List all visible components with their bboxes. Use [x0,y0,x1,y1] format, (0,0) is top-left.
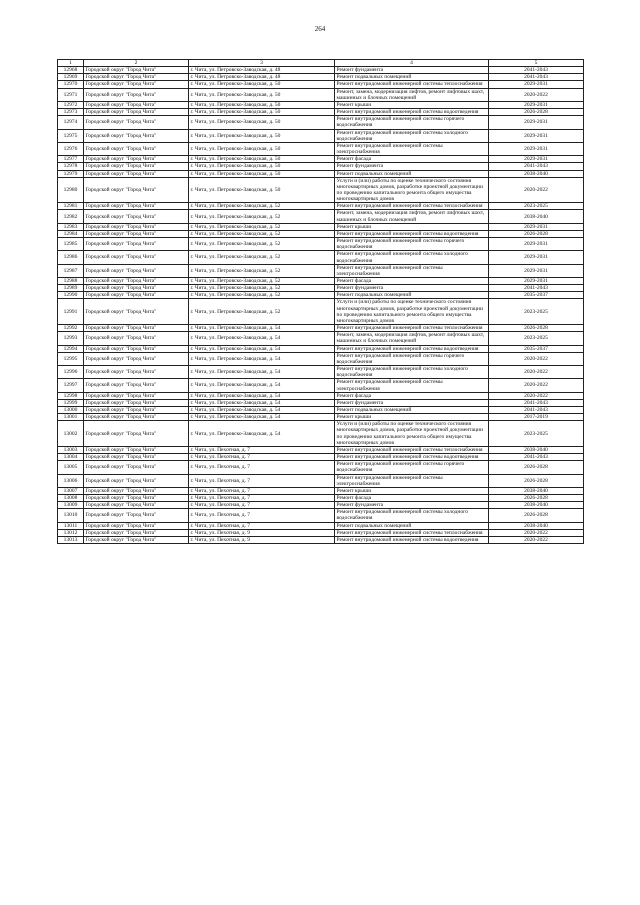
address-cell: г. Чита, ул. Петровско-Заводская, д. 54 [189,399,335,406]
work-type-cell: Ремонт фундамента [335,67,489,74]
municipality-cell: Городской округ "Город Чита" [84,278,189,285]
work-type-cell: Ремонт подвальных помещений [335,522,489,529]
period-cell: 2020-2022 [489,392,584,399]
table-row [58,210,584,223]
row-number-cell: 12992 [58,325,84,332]
table-row [58,414,584,421]
period-cell: 2023-2025 [489,203,584,210]
row-number-cell: 13001 [58,414,84,421]
row-number-cell: 12970 [58,81,84,88]
municipality-cell: Городской округ "Город Чита" [84,352,189,365]
row-number-cell: 13011 [58,522,84,529]
period-cell: 2029-2031 [489,278,584,285]
work-type-cell: Ремонт внутридомовой инженерной системы теплоснабжения [335,203,489,210]
period-cell: 2029-2031 [489,251,584,264]
address-cell: г. Чита, ул. Петровско-Заводская, д. 54 [189,406,335,413]
row-number-cell: 13003 [58,446,84,453]
row-number-cell: 12978 [58,163,84,170]
address-cell: г. Чита, ул. Пехотная, д. 9 [189,529,335,536]
table-row [58,142,584,155]
address-cell: г. Чита, ул. Пехотная, д. 7 [189,487,335,494]
row-number-cell: 13006 [58,474,84,487]
municipality-cell: Городской округ "Город Чита" [84,170,189,177]
table-row [58,421,584,447]
address-cell: г. Чита, ул. Петровско-Заводская, д. 52 [189,278,335,285]
row-number-cell: 12981 [58,203,84,210]
address-cell: г. Чита, ул. Пехотная, д. 7 [189,495,335,502]
table-row [58,67,584,74]
period-cell: 2041-2043 [489,399,584,406]
table-row [58,536,584,543]
municipality-cell: Городской округ "Город Чита" [84,223,189,230]
period-cell: 2017-2019 [489,414,584,421]
work-type-cell: Ремонт внутридомовой инженерной системы холодного водоснабжения [335,509,489,522]
work-type-cell: Ремонт фундамента [335,502,489,509]
period-cell: 2023-2025 [489,421,584,447]
row-number-cell: 13004 [58,454,84,461]
table-row [58,109,584,116]
work-type-cell: Ремонт внутридомовой инженерной системы теплоснабжения [335,81,489,88]
row-number-cell: 12971 [58,88,84,101]
row-number-cell: 13009 [58,502,84,509]
municipality-cell: Городской округ "Город Чита" [84,399,189,406]
address-cell: г. Чита, ул. Петровско-Заводская, д. 54 [189,332,335,345]
row-number-cell: 12988 [58,278,84,285]
address-cell: г. Чита, ул. Петровско-Заводская, д. 54 [189,352,335,365]
table-row [58,461,584,474]
address-cell: г. Чита, ул. Петровско-Заводская, д. 50 [189,81,335,88]
municipality-cell: Городской округ "Город Чита" [84,406,189,413]
period-cell: 2035-2037 [489,292,584,299]
table-row [58,502,584,509]
period-cell: 2026-2028 [489,109,584,116]
work-type-cell: Ремонт внутридомовой инженерной системы электроснабжения [335,142,489,155]
work-type-cell: Ремонт внутридомовой инженерной системы холодного водоснабжения [335,251,489,264]
work-type-cell: Ремонт крыши [335,101,489,108]
period-cell: 2026-2028 [489,509,584,522]
address-cell: г. Чита, ул. Петровско-Заводская, д. 50 [189,109,335,116]
address-cell: г. Чита, ул. Петровско-Заводская, д. 50 [189,129,335,142]
row-number-cell: 13013 [58,536,84,543]
row-number-cell: 12968 [58,67,84,74]
municipality-cell: Городской округ "Город Чита" [84,421,189,447]
row-number-cell: 12975 [58,129,84,142]
address-cell: г. Чита, ул. Пехотная, д. 7 [189,454,335,461]
address-cell: г. Чита, ул. Петровско-Заводская, д. 48 [189,74,335,81]
municipality-cell: Городской округ "Город Чита" [84,414,189,421]
period-cell: 2029-2031 [489,238,584,251]
address-cell: г. Чита, ул. Петровско-Заводская, д. 54 [189,421,335,447]
municipality-cell: Городской округ "Город Чита" [84,502,189,509]
table-header-row [58,60,584,67]
address-cell: г. Чита, ул. Петровско-Заводская, д. 52 [189,203,335,210]
period-cell: 2035-2037 [489,345,584,352]
table-body [58,67,584,544]
row-number-cell: 12997 [58,379,84,392]
table-row [58,406,584,413]
period-cell: 2038-2040 [489,446,584,453]
table-row [58,230,584,237]
row-number-cell: 12985 [58,238,84,251]
address-cell: г. Чита, ул. Петровско-Заводская, д. 52 [189,292,335,299]
row-number-cell: 12973 [58,109,84,116]
table-row [58,495,584,502]
municipality-cell: Городской округ "Город Чита" [84,536,189,543]
table-row [58,292,584,299]
table-row [58,325,584,332]
period-cell: 2029-2031 [489,116,584,129]
period-cell: 2029-2031 [489,142,584,155]
row-number-cell: 12989 [58,285,84,292]
address-cell: г. Чита, ул. Петровско-Заводская, д. 54 [189,345,335,352]
work-type-cell: Ремонт крыши [335,487,489,494]
row-number-cell: 12995 [58,352,84,365]
municipality-cell: Городской округ "Город Чита" [84,116,189,129]
period-cell: 2041-2043 [489,163,584,170]
table-row [58,487,584,494]
municipality-cell: Городской округ "Город Чита" [84,332,189,345]
table-row [58,203,584,210]
address-cell: г. Чита, ул. Петровско-Заводская, д. 52 [189,264,335,277]
work-type-cell: Ремонт фасада [335,156,489,163]
work-type-cell: Ремонт фасада [335,278,489,285]
address-cell: г. Чита, ул. Петровско-Заводская, д. 50 [189,88,335,101]
period-cell: 2038-2040 [489,502,584,509]
work-type-cell: Ремонт фундамента [335,163,489,170]
municipality-cell: Городской округ "Город Чита" [84,379,189,392]
table-row [58,81,584,88]
period-cell: 2038-2040 [489,210,584,223]
work-type-cell: Ремонт внутридомовой инженерной системы теплоснабжения [335,529,489,536]
period-cell: 2029-2031 [489,101,584,108]
municipality-cell: Городской округ "Город Чита" [84,74,189,81]
municipality-cell: Городской округ "Город Чита" [84,203,189,210]
work-type-cell: Ремонт подвальных помещений [335,406,489,413]
capital-repair-table [57,59,584,544]
address-cell: г. Чита, ул. Петровско-Заводская, д. 54 [189,414,335,421]
table-row [58,285,584,292]
address-cell: г. Чита, ул. Петровско-Заводская, д. 52 [189,223,335,230]
work-type-cell: Ремонт внутридомовой инженерной системы водоотведения [335,109,489,116]
period-cell: 2041-2043 [489,454,584,461]
table-row [58,352,584,365]
municipality-cell: Городской округ "Город Чита" [84,251,189,264]
municipality-cell: Городской округ "Город Чита" [84,461,189,474]
municipality-cell: Городской округ "Город Чита" [84,454,189,461]
period-cell: 2038-2040 [489,487,584,494]
municipality-cell: Городской округ "Город Чита" [84,67,189,74]
column-header: 2 [84,60,189,67]
period-cell: 2020-2022 [489,366,584,379]
row-number-cell: 12996 [58,366,84,379]
table-row [58,332,584,345]
row-number-cell: 12993 [58,332,84,345]
work-type-cell: Ремонт внутридомовой инженерной системы электроснабжения [335,264,489,277]
municipality-cell: Городской округ "Город Чита" [84,522,189,529]
table-row [58,163,584,170]
address-cell: г. Чита, ул. Пехотная, д. 7 [189,474,335,487]
table-row [58,366,584,379]
municipality-cell: Городской округ "Город Чита" [84,446,189,453]
period-cell: 2041-2043 [489,67,584,74]
period-cell: 2020-2022 [489,177,584,203]
table-row [58,529,584,536]
work-type-cell: Услуги и (или) работы по оценке технического состояния многоквартирных домов, разработке проектной документации по проведению капитального ремонта общего имущества многоквартирных домов [335,421,489,447]
period-cell: 2029-2031 [489,156,584,163]
municipality-cell: Городской округ "Город Чита" [84,210,189,223]
row-number-cell: 12972 [58,101,84,108]
work-type-cell: Ремонт внутридомовой инженерной системы горячего водоснабжения [335,461,489,474]
municipality-cell: Городской округ "Город Чита" [84,129,189,142]
period-cell: 2026-2028 [489,495,584,502]
row-number-cell: 12977 [58,156,84,163]
municipality-cell: Городской округ "Город Чита" [84,392,189,399]
work-type-cell: Ремонт внутридомовой инженерной системы теплоснабжения [335,446,489,453]
address-cell: г. Чита, ул. Петровско-Заводская, д. 54 [189,379,335,392]
work-type-cell: Ремонт внутридомовой инженерной системы теплоснабжения [335,325,489,332]
work-type-cell: Ремонт фасада [335,392,489,399]
period-cell: 2026-2028 [489,474,584,487]
municipality-cell: Городской округ "Город Чита" [84,230,189,237]
row-number-cell: 13007 [58,487,84,494]
period-cell: 2020-2022 [489,529,584,536]
period-cell: 2038-2040 [489,170,584,177]
period-cell: 2020-2022 [489,379,584,392]
period-cell: 2020-2022 [489,536,584,543]
table-row [58,116,584,129]
table-row [58,454,584,461]
municipality-cell: Городской округ "Город Чита" [84,487,189,494]
table-row [58,238,584,251]
address-cell: г. Чита, ул. Петровско-Заводская, д. 52 [189,251,335,264]
row-number-cell: 12969 [58,74,84,81]
work-type-cell: Ремонт фундамента [335,399,489,406]
work-type-cell: Ремонт внутридомовой инженерной системы водоотведения [335,345,489,352]
address-cell: г. Чита, ул. Петровско-Заводская, д. 50 [189,177,335,203]
work-type-cell: Ремонт подвальных помещений [335,292,489,299]
page-number: 264 [314,25,326,33]
work-type-cell: Ремонт, замена, модернизация лифтов, ремонт лифтовых шахт, машинных и блочных помещений [335,88,489,101]
municipality-cell: Городской округ "Город Чита" [84,142,189,155]
row-number-cell: 12990 [58,292,84,299]
work-type-cell: Ремонт внутридомовой инженерной системы горячего водоснабжения [335,116,489,129]
table-row [58,129,584,142]
municipality-cell: Городской округ "Город Чита" [84,88,189,101]
municipality-cell: Городской округ "Город Чита" [84,109,189,116]
address-cell: г. Чита, ул. Петровско-Заводская, д. 52 [189,210,335,223]
period-cell: 2029-2031 [489,81,584,88]
row-number-cell: 12999 [58,399,84,406]
row-number-cell: 12991 [58,299,84,325]
row-number-cell: 12976 [58,142,84,155]
period-cell: 2029-2031 [489,129,584,142]
address-cell: г. Чита, ул. Пехотная, д. 7 [189,509,335,522]
table-row [58,522,584,529]
address-cell: г. Чита, ул. Петровско-Заводская, д. 50 [189,170,335,177]
work-type-cell: Ремонт крыши [335,414,489,421]
municipality-cell: Городской округ "Город Чита" [84,101,189,108]
column-header: 3 [189,60,335,67]
row-number-cell: 12986 [58,251,84,264]
table-row [58,264,584,277]
row-number-cell: 12979 [58,170,84,177]
table-row [58,177,584,203]
row-number-cell: 13010 [58,509,84,522]
work-type-cell: Ремонт фасада [335,495,489,502]
address-cell: г. Чита, ул. Петровско-Заводская, д. 48 [189,67,335,74]
row-number-cell: 13012 [58,529,84,536]
period-cell: 2026-2028 [489,461,584,474]
table-row [58,101,584,108]
table-row [58,392,584,399]
row-number-cell: 12980 [58,177,84,203]
municipality-cell: Городской округ "Город Чита" [84,81,189,88]
municipality-cell: Городской округ "Город Чита" [84,366,189,379]
municipality-cell: Городской округ "Город Чита" [84,292,189,299]
row-number-cell: 12983 [58,223,84,230]
work-type-cell: Ремонт, замена, модернизация лифтов, ремонт лифтовых шахт, машинных и блочных помещений [335,332,489,345]
work-type-cell: Ремонт крыши [335,223,489,230]
period-cell: 2020-2022 [489,352,584,365]
table-row [58,156,584,163]
row-number-cell: 13005 [58,461,84,474]
work-type-cell: Ремонт внутридомовой инженерной системы электроснабжения [335,379,489,392]
address-cell: г. Чита, ул. Петровско-Заводская, д. 54 [189,392,335,399]
period-cell: 2023-2025 [489,332,584,345]
table-row [58,345,584,352]
table-row [58,509,584,522]
row-number-cell: 13000 [58,406,84,413]
address-cell: г. Чита, ул. Петровско-Заводская, д. 52 [189,238,335,251]
address-cell: г. Чита, ул. Петровско-Заводская, д. 50 [189,142,335,155]
table-row [58,278,584,285]
period-cell: 2041-2043 [489,74,584,81]
work-type-cell: Ремонт внутридомовой инженерной системы горячего водоснабжения [335,352,489,365]
period-cell: 2041-2043 [489,406,584,413]
row-number-cell: 12984 [58,230,84,237]
period-cell: 2029-2031 [489,264,584,277]
period-cell: 2020-2022 [489,88,584,101]
table-row [58,74,584,81]
table-row [58,299,584,325]
row-number-cell: 12982 [58,210,84,223]
address-cell: г. Чита, ул. Петровско-Заводская, д. 52 [189,299,335,325]
address-cell: г. Чита, ул. Петровско-Заводская, д. 50 [189,156,335,163]
table-row [58,223,584,230]
work-type-cell: Ремонт внутридомовой инженерной системы холодного водоснабжения [335,129,489,142]
period-cell: 2041-2043 [489,285,584,292]
row-number-cell: 13008 [58,495,84,502]
work-type-cell: Услуги и (или) работы по оценке технического состояния многоквартирных домов, разработке проектной документации по проведению капитального ремонта общего имущества многоквартирных домов [335,177,489,203]
column-header: 4 [335,60,489,67]
address-cell: г. Чита, ул. Пехотная, д. 7 [189,502,335,509]
table-row [58,446,584,453]
address-cell: г. Чита, ул. Петровско-Заводская, д. 50 [189,101,335,108]
address-cell: г. Чита, ул. Петровско-Заводская, д. 50 [189,163,335,170]
work-type-cell: Ремонт внутридомовой инженерной системы водоотведения [335,536,489,543]
municipality-cell: Городской округ "Город Чита" [84,163,189,170]
work-type-cell: Ремонт внутридомовой инженерной системы электроснабжения [335,474,489,487]
work-type-cell: Ремонт внутридомовой инженерной системы водоотведения [335,454,489,461]
municipality-cell: Городской округ "Город Чита" [84,177,189,203]
row-number-cell: 12987 [58,264,84,277]
table-row [58,399,584,406]
municipality-cell: Городской округ "Город Чита" [84,264,189,277]
address-cell: г. Чита, ул. Пехотная, д. 7 [189,446,335,453]
municipality-cell: Городской округ "Город Чита" [84,285,189,292]
municipality-cell: Городской округ "Город Чита" [84,474,189,487]
address-cell: г. Чита, ул. Петровско-Заводская, д. 52 [189,230,335,237]
period-cell: 2023-2025 [489,299,584,325]
row-number-cell: 12998 [58,392,84,399]
period-cell: 2026-2028 [489,230,584,237]
work-type-cell: Ремонт, замена, модернизация лифтов, ремонт лифтовых шахт, машинных и блочных помещений [335,210,489,223]
municipality-cell: Городской округ "Город Чита" [84,238,189,251]
address-cell: г. Чита, ул. Петровско-Заводская, д. 54 [189,325,335,332]
row-number-cell: 12974 [58,116,84,129]
row-number-cell: 12994 [58,345,84,352]
row-number-cell: 13002 [58,421,84,447]
municipality-cell: Городской округ "Город Чита" [84,299,189,325]
table-row [58,88,584,101]
work-type-cell: Ремонт подвальных помещений [335,170,489,177]
table-row [58,474,584,487]
work-type-cell: Ремонт внутридомовой инженерной системы горячего водоснабжения [335,238,489,251]
column-header: 1 [58,60,84,67]
municipality-cell: Городской округ "Город Чита" [84,345,189,352]
address-cell: г. Чита, ул. Пехотная, д. 7 [189,461,335,474]
address-cell: г. Чита, ул. Петровско-Заводская, д. 54 [189,366,335,379]
work-type-cell: Ремонт внутридомовой инженерной системы холодного водоснабжения [335,366,489,379]
municipality-cell: Городской округ "Город Чита" [84,495,189,502]
municipality-cell: Городской округ "Город Чита" [84,156,189,163]
work-type-cell: Ремонт подвальных помещений [335,74,489,81]
period-cell: 2038-2040 [489,522,584,529]
address-cell: г. Чита, ул. Пехотная, д. 9 [189,536,335,543]
work-type-cell: Услуги и (или) работы по оценке технического состояния многоквартирных домов, разработке проектной документации по проведению капитального ремонта общего имущества многоквартирных домов [335,299,489,325]
work-type-cell: Ремонт внутридомовой инженерной системы водоотведения [335,230,489,237]
address-cell: г. Чита, ул. Петровско-Заводская, д. 50 [189,116,335,129]
address-cell: г. Чита, ул. Петровско-Заводская, д. 52 [189,285,335,292]
municipality-cell: Городской округ "Город Чита" [84,325,189,332]
table-row [58,379,584,392]
column-header: 5 [489,60,584,67]
municipality-cell: Городской округ "Город Чита" [84,509,189,522]
period-cell: 2029-2031 [489,223,584,230]
period-cell: 2026-2028 [489,325,584,332]
table-row [58,170,584,177]
table-row [58,251,584,264]
work-type-cell: Ремонт фундамента [335,285,489,292]
municipality-cell: Городской округ "Город Чита" [84,529,189,536]
address-cell: г. Чита, ул. Пехотная, д. 7 [189,522,335,529]
